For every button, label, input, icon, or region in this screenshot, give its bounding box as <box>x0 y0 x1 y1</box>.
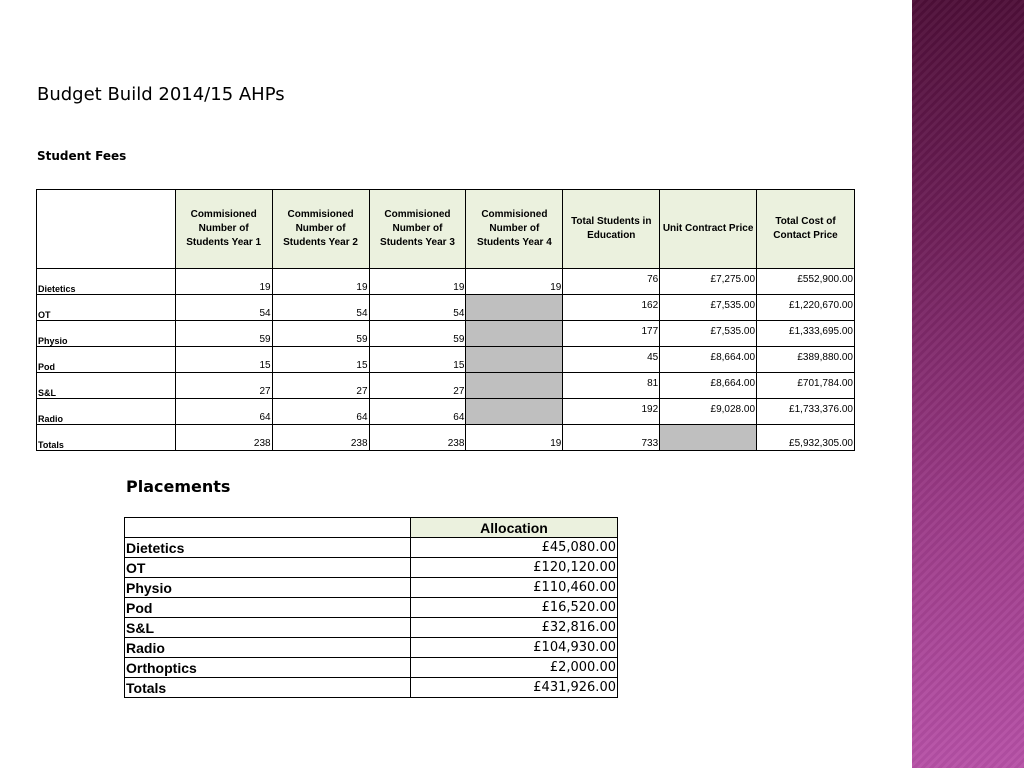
totals-row <box>37 425 855 451</box>
table-row <box>125 658 618 678</box>
table-row <box>37 321 855 347</box>
cell-year4 <box>466 347 563 373</box>
row-label: Physio <box>37 321 176 347</box>
cell-year1: 19 <box>175 269 272 295</box>
table-row <box>125 538 618 558</box>
table-row <box>37 399 855 425</box>
fees-header-year2: Commisioned Number of Students Year 2 <box>272 190 369 269</box>
cell-allocation: £104,930.00 <box>411 638 618 658</box>
cell-unit-price: £8,664.00 <box>660 347 757 373</box>
placements-title: Placements <box>126 477 231 496</box>
cell-unit-price: £7,275.00 <box>660 269 757 295</box>
placements-header-row <box>125 518 618 538</box>
cell-year4: 19 <box>466 425 563 451</box>
row-label: Radio <box>37 399 176 425</box>
fees-header-blank <box>37 190 176 269</box>
cell-year2: 19 <box>272 269 369 295</box>
cell-total-cost: £1,333,695.00 <box>757 321 855 347</box>
cell-total-cost: £1,220,670.00 <box>757 295 855 321</box>
cell-year1: 59 <box>175 321 272 347</box>
totals-row <box>125 678 618 698</box>
cell-year2: 64 <box>272 399 369 425</box>
row-label: S&L <box>125 618 411 638</box>
cell-year1: 238 <box>175 425 272 451</box>
cell-year3: 238 <box>369 425 466 451</box>
cell-year4 <box>466 399 563 425</box>
cell-year3: 64 <box>369 399 466 425</box>
cell-allocation: £16,520.00 <box>411 598 618 618</box>
fees-header-year3: Commisioned Number of Students Year 3 <box>369 190 466 269</box>
fees-header-unit-price: Unit Contract Price <box>660 190 757 269</box>
student-fees-table <box>36 189 855 451</box>
cell-year4 <box>466 321 563 347</box>
table-row <box>125 578 618 598</box>
row-label: OT <box>37 295 176 321</box>
cell-year1: 54 <box>175 295 272 321</box>
cell-year4 <box>466 295 563 321</box>
cell-year2: 59 <box>272 321 369 347</box>
placements-header-blank <box>125 518 411 538</box>
fees-header-year4: Commisioned Number of Students Year 4 <box>466 190 563 269</box>
cell-unit-price <box>660 425 757 451</box>
cell-year4: 19 <box>466 269 563 295</box>
cell-allocation: £2,000.00 <box>411 658 618 678</box>
table-row <box>125 558 618 578</box>
table-row <box>125 638 618 658</box>
cell-total-students: 162 <box>563 295 660 321</box>
cell-unit-price: £7,535.00 <box>660 321 757 347</box>
table-row <box>37 295 855 321</box>
cell-year3: 59 <box>369 321 466 347</box>
cell-allocation: £120,120.00 <box>411 558 618 578</box>
fees-header-total-cost: Total Cost of Contact Price <box>757 190 855 269</box>
decorative-side-band <box>912 0 1024 768</box>
cell-year2: 15 <box>272 347 369 373</box>
slide-title: Budget Build 2014/15 AHPs <box>37 84 285 105</box>
fees-header-year1: Commisioned Number of Students Year 1 <box>175 190 272 269</box>
cell-year1: 64 <box>175 399 272 425</box>
cell-allocation: £45,080.00 <box>411 538 618 558</box>
cell-total-students: 177 <box>563 321 660 347</box>
cell-unit-price: £9,028.00 <box>660 399 757 425</box>
cell-unit-price: £8,664.00 <box>660 373 757 399</box>
row-label: Pod <box>125 598 411 618</box>
cell-total-cost: £389,880.00 <box>757 347 855 373</box>
cell-allocation: £431,926.00 <box>411 678 618 698</box>
placements-table <box>124 517 618 698</box>
cell-year1: 15 <box>175 347 272 373</box>
table-row <box>37 373 855 399</box>
cell-year3: 27 <box>369 373 466 399</box>
fees-header-total-students: Total Students in Education <box>563 190 660 269</box>
cell-year3: 19 <box>369 269 466 295</box>
cell-total-cost: £552,900.00 <box>757 269 855 295</box>
fees-header-row <box>37 190 855 269</box>
row-label: Dietetics <box>125 538 411 558</box>
row-label: Totals <box>125 678 411 698</box>
cell-year2: 54 <box>272 295 369 321</box>
row-label: Radio <box>125 638 411 658</box>
cell-total-students: 76 <box>563 269 660 295</box>
cell-total-students: 733 <box>563 425 660 451</box>
cell-allocation: £110,460.00 <box>411 578 618 598</box>
cell-allocation: £32,816.00 <box>411 618 618 638</box>
row-label: Orthoptics <box>125 658 411 678</box>
cell-year3: 15 <box>369 347 466 373</box>
cell-unit-price: £7,535.00 <box>660 295 757 321</box>
cell-year2: 27 <box>272 373 369 399</box>
row-label: Dietetics <box>37 269 176 295</box>
cell-total-students: 81 <box>563 373 660 399</box>
row-label: OT <box>125 558 411 578</box>
table-row <box>125 618 618 638</box>
row-label: Pod <box>37 347 176 373</box>
cell-total-cost: £5,932,305.00 <box>757 425 855 451</box>
placements-header-allocation: Allocation <box>411 518 618 538</box>
cell-total-cost: £701,784.00 <box>757 373 855 399</box>
cell-year1: 27 <box>175 373 272 399</box>
table-row <box>37 347 855 373</box>
table-row <box>37 269 855 295</box>
cell-total-students: 192 <box>563 399 660 425</box>
section-subtitle: Student Fees <box>37 149 127 163</box>
table-row <box>125 598 618 618</box>
cell-year2: 238 <box>272 425 369 451</box>
row-label: Physio <box>125 578 411 598</box>
cell-year4 <box>466 373 563 399</box>
row-label: Totals <box>37 425 176 451</box>
row-label: S&L <box>37 373 176 399</box>
cell-total-cost: £1,733,376.00 <box>757 399 855 425</box>
cell-total-students: 45 <box>563 347 660 373</box>
cell-year3: 54 <box>369 295 466 321</box>
